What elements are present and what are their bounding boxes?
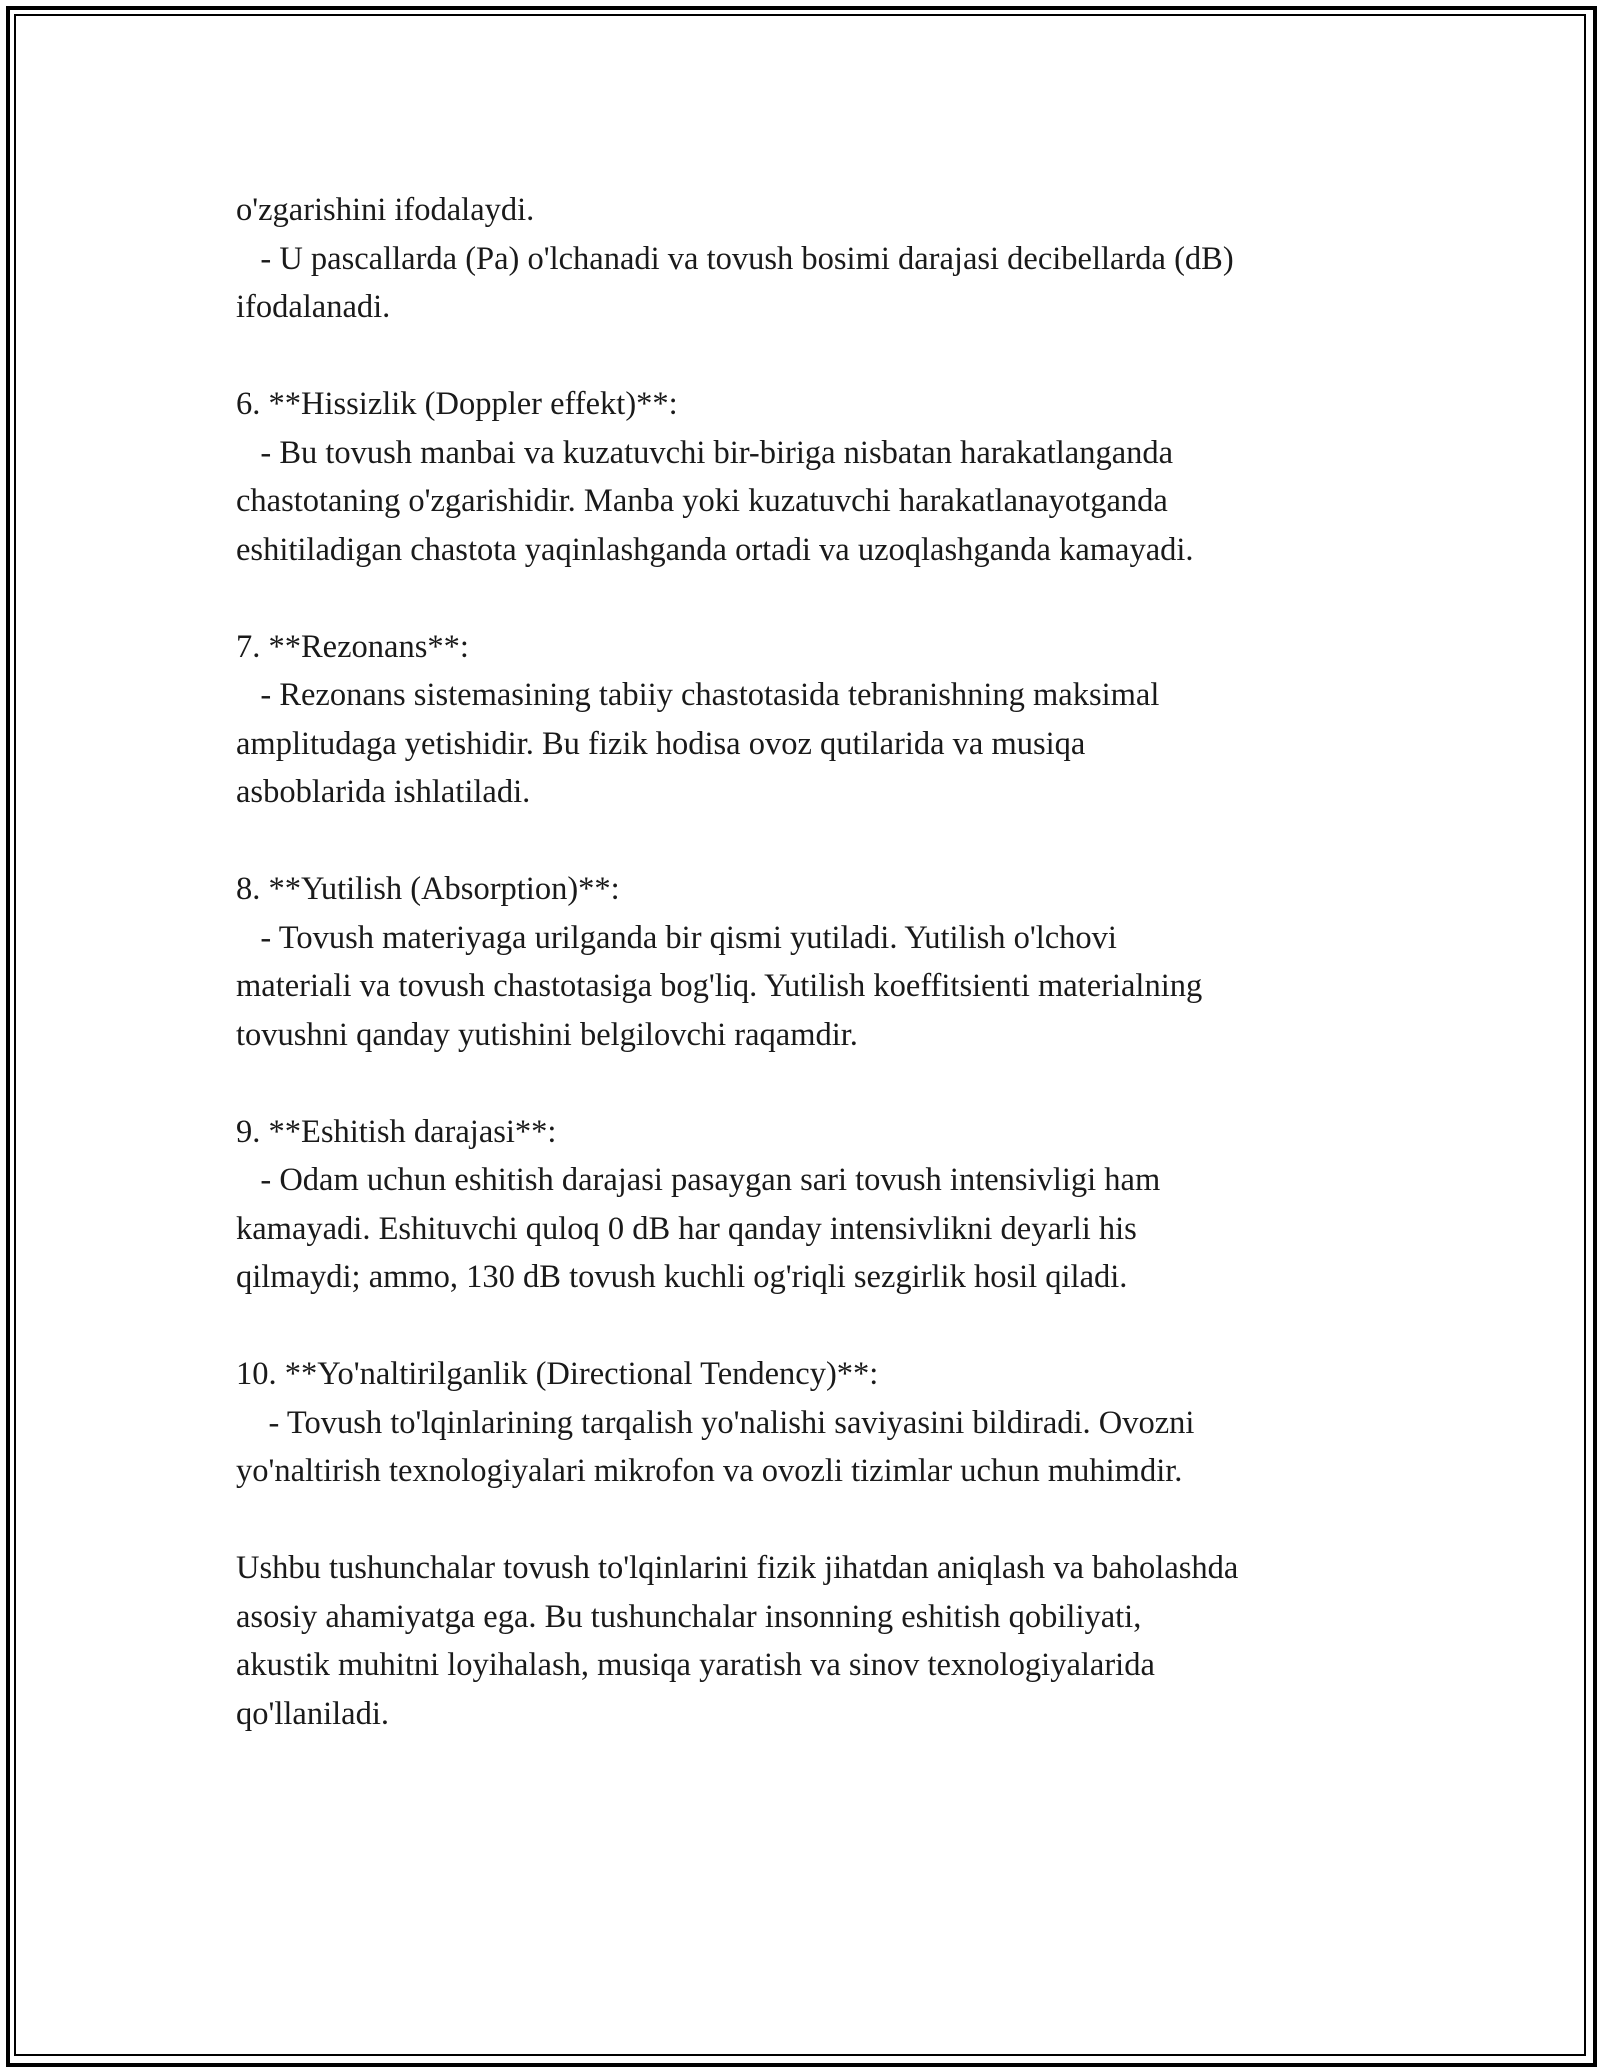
section-heading: 6. **Hissizlik (Doppler effekt)**:	[236, 386, 678, 422]
text-line: amplitudaga yetishidir. Bu fizik hodisa ovoz qutilarida va musiqa	[236, 725, 1086, 762]
text-line: - Bu tovush manbai va kuzatuvchi bir-biriga nisbatan harakatlanganda	[236, 434, 1174, 471]
paragraph-spacer	[236, 1496, 1396, 1545]
text-line: asosiy ahamiyatga ega. Bu tushunchalar insonning eshitish qobiliyati,	[236, 1598, 1142, 1635]
paragraph-spacer	[236, 574, 1396, 623]
text-line: o'zgarishini ifodalaydi.	[236, 192, 535, 228]
text-line: kamayadi. Eshituvchi quloq 0 dB har qanday intensivlikni deyarli his	[236, 1210, 1137, 1247]
text-line: tovushni qanday yutishini belgilovchi raqamdir.	[236, 1016, 858, 1053]
text-line: Ushbu tushunchalar tovush to'lqinlarini fizik jihatdan aniqlash va baholashda	[236, 1550, 1239, 1586]
document-body	[236, 186, 1396, 1738]
text-line: asboblarida ishlatiladi.	[236, 774, 531, 810]
text-line: materiali va tovush chastotasiga bog'liq. Yutilish koeffitsienti materialning	[236, 968, 1203, 1004]
text-line: - U pascallarda (Pa) o'lchanadi va tovush bosimi darajasi decibellarda (dB)	[236, 240, 1234, 277]
paragraph-spacer	[236, 1302, 1396, 1351]
text-line: - Tovush to'lqinlarining tarqalish yo'nalishi saviyasini bildiradi. Ovozni	[236, 1404, 1195, 1441]
text-line: yo'naltirish texnologiyalari mikrofon va ovozli tizimlar uchun muhimdir.	[236, 1453, 1183, 1489]
paragraph-spacer	[236, 332, 1396, 381]
paragraph-spacer	[236, 817, 1396, 866]
paragraph-spacer	[236, 1059, 1396, 1108]
text-line: - Odam uchun eshitish darajasi pasaygan sari tovush intensivligi ham	[236, 1162, 1161, 1198]
section-7	[236, 623, 1396, 817]
text-line: qo'llaniladi.	[236, 1695, 389, 1732]
section-10	[236, 1350, 1396, 1496]
section-heading: 7. **Rezonans**:	[236, 628, 469, 665]
text-line: akustik muhitni loyihalash, musiqa yaratish va sinov texnologiyalarida	[236, 1647, 1155, 1683]
text-line: qilmaydi; ammo, 130 dB tovush kuchli og'riqli sezgirlik hosil qiladi.	[236, 1259, 1128, 1295]
section-heading: 8. **Yutilish (Absorption)**:	[236, 871, 620, 907]
section-heading: 9. **Eshitish darajasi**:	[236, 1113, 557, 1150]
text-line: eshitiladigan chastota yaqinlashganda ortadi va uzoqlashganda kamayadi.	[236, 531, 1194, 568]
text-line: - Tovush materiyaga urilganda bir qismi yutiladi. Yutilish o'lchovi	[236, 919, 1117, 956]
section-heading: 10. **Yo'naltirilganlik (Directional Tendency)**:	[236, 1356, 879, 1392]
section-8	[236, 865, 1396, 1059]
intro-continuation	[236, 186, 1396, 332]
text-line: ifodalanadi.	[236, 289, 391, 325]
conclusion	[236, 1544, 1396, 1738]
section-6	[236, 380, 1396, 574]
section-9	[236, 1108, 1396, 1302]
text-line: - Rezonans sistemasining tabiiy chastotasida tebranishning maksimal	[236, 677, 1160, 713]
text-line: chastotaning o'zgarishidir. Manba yoki kuzatuvchi harakatlanayotganda	[236, 483, 1168, 519]
